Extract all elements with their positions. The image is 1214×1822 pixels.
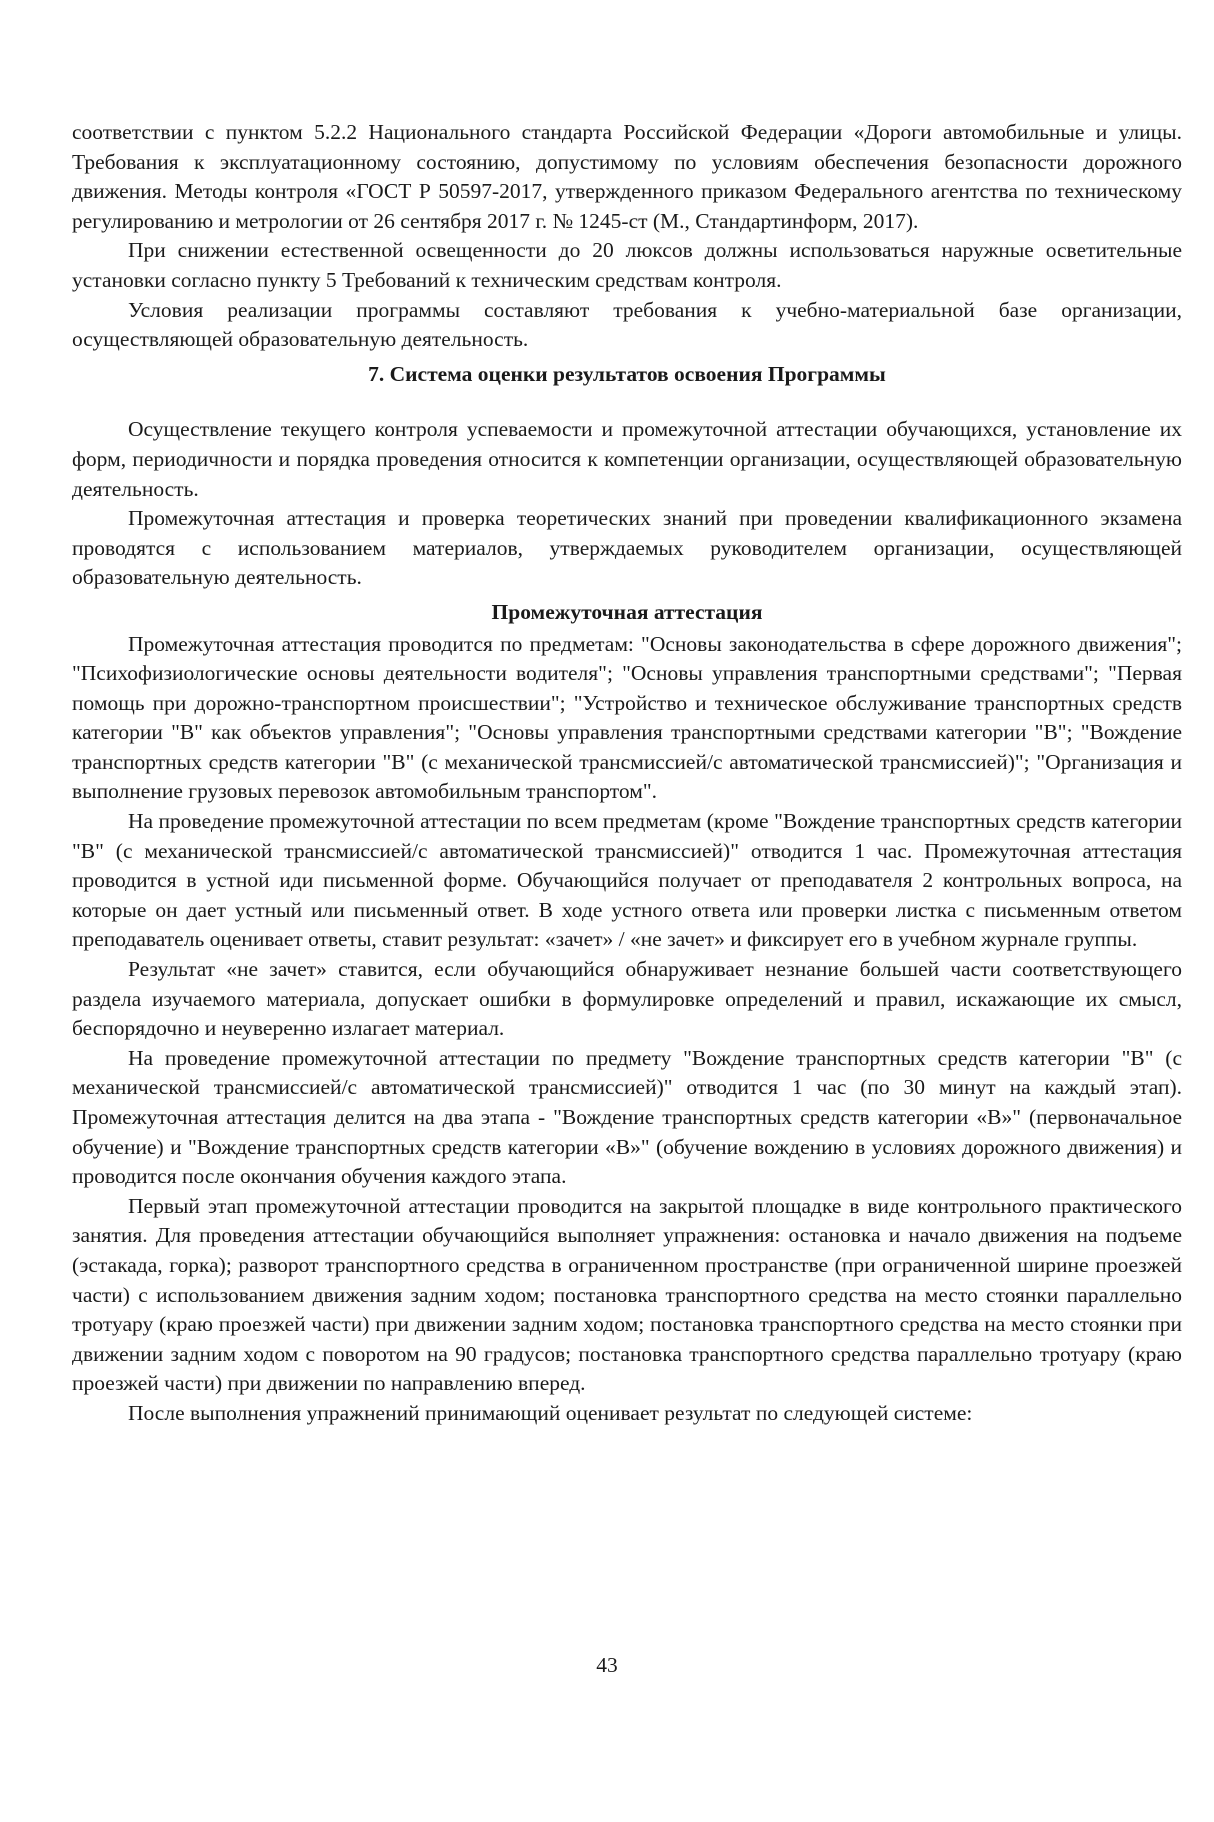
subsection-heading: Промежуточная аттестация [491,599,763,624]
paragraph-driving-stages: На проведение промежуточной аттестации по предмету "Вождение транспортных средств категории "В" (с механической трансмиссией/с автоматической трансмиссией)" отводится 1 час (по 30 минут на каждый этап). Промежуточная аттестация делится на два этапа - "Вождение транспортных средств категории «В»" (первоначальное обучение) и "Вождение транспортных средств категории «В»" (обучение вождению в условиях дорожного движения) и проводится после окончания обучения каждого этапа. [72,1045,1182,1189]
paragraph-one-hour: На проведение промежуточной аттестации по всем предметам (кроме "Вождение транспортных средств категории "В" (с механической трансмиссией/с автоматической трансмиссией)" отводится 1 час. Промежуточная аттестация проводится в устной иди письменной форме. Обучающийся получает от преподавателя 2 контрольных вопроса, на которые он дает устный или письменный ответ. В ходе устного ответа или проверки листка с письменным ответом преподаватель оценивает ответы, ставит результат: «зачет» / «не зачет» и фиксирует его в учебном журнале группы. [72,809,1182,952]
paragraph-gost-reference: соответствии с пунктом 5.2.2 Национального стандарта Российской Федерации «Дороги автомобильные и улицы. Требования к эксплуатационному состоянию, допустимому по условиям обеспечения безопасности дорожного движения. Методы контроля «ГОСТ Р 50597-2017, утвержденного приказом Федерального агентства по техническому регулированию и метрологии от 26 сентября 2017 г. № 1245-ст (М., Стандартинформ, 2017). [72,120,1182,233]
paragraph-first-stage: Первый этап промежуточной аттестации проводится на закрытой площадке в виде контрольного практического занятия. Для проведения аттестации обучающийся выполняет упражнения: остановка и начало движения на подъеме (эстакада, горка); разворот транспортного средства в ограниченном пространстве (при ограниченной ширине проезжей части) с использованием движения задним ходом; постановка транспортного средства на место стоянки параллельно тротуару (краю проезжей части) при движении задним ходом; постановка транспортного средства на место стоянки при движении задним ходом с поворотом на 90 градусов; постановка транспортного средства параллельно тротуару (краю проезжей части) при движении по направлению вперед. [72,1193,1182,1396]
section-heading: 7. Система оценки результатов освоения Программы [368,361,886,386]
paragraph-fail-result: Результат «не зачет» ставится, если обучающийся обнаруживает незнание большей части соответствующего раздела изучаемого материала, допускает ошибки в формулировке определений и правил, искажающие их смысл, беспорядочно и неуверенно излагает материал. [72,957,1182,1041]
document-page [72,118,1182,1429]
paragraph-exam-materials: Промежуточная аттестация и проверка теоретических знаний при проведении квалификационного экзамена проводятся с использованием материалов, утверждаемых руководителем организации, осуществляющей образовательную деятельность. [72,506,1182,590]
paragraph-conditions: Условия реализации программы составляют требования к учебно-материальной базе организации, осуществляющей образовательную деятельность. [72,297,1182,352]
paragraph-lighting: При снижении естественной освещенности до 20 люксов должны использоваться наружные осветительные установки согласно пункту 5 Требований к техническим средствам контроля. [72,238,1182,292]
page-number: 43 [596,1653,618,1677]
paragraph-subjects: Промежуточная аттестация проводится по предметам: "Основы законодательства в сфере дорожного движения"; "Психофизиологические основы деятельности водителя"; "Основы управления транспортными средствами"; "Первая помощь при дорожно-транспортном происшествии"; "Устройство и техническое обслуживание транспортных средств категории "В" как объектов управления"; "Основы управления транспортными средствами категории "В"; "Вождение транспортных средств категории "В" (с механической трансмиссией/с автоматической трансмиссией)"; "Организация и выполнение грузовых перевозок автомобильным транспортом". [72,631,1182,804]
paragraph-control: Осуществление текущего контроля успеваемости и промежуточной аттестации обучающихся, установление их форм, периодичности и порядка проведения относится к компетенции организации, осуществляющей образовательную деятельность. [72,417,1182,501]
paragraph-evaluation: После выполнения упражнений принимающий оценивает результат по следующей системе: [128,1400,973,1425]
